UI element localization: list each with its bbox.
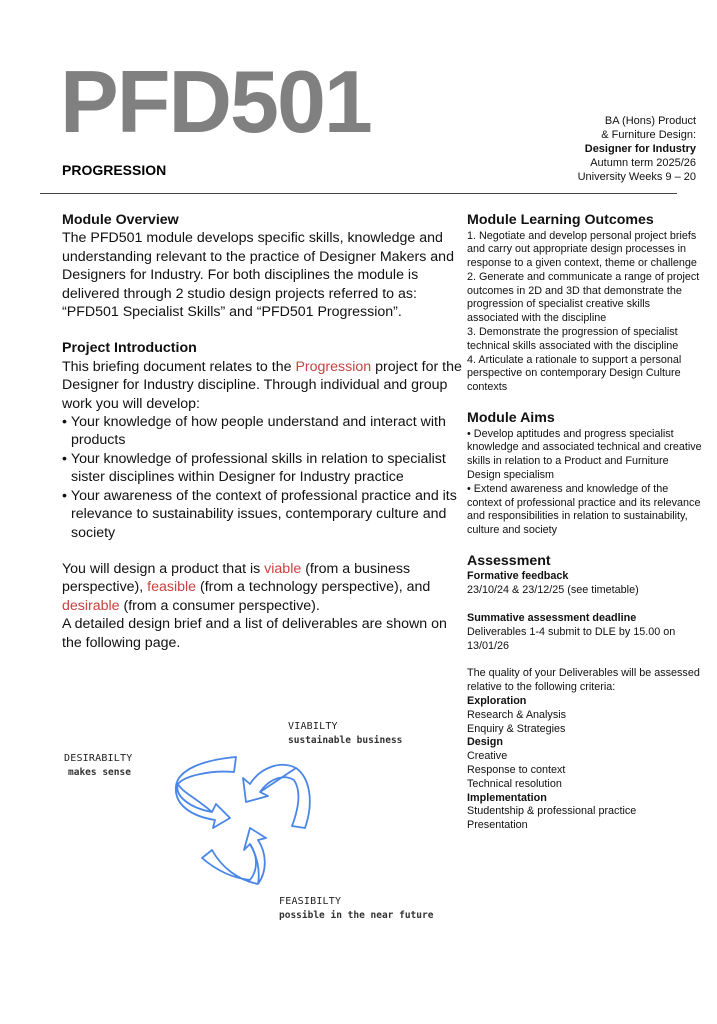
cycle-arrows-diagram <box>160 740 320 900</box>
course-info-line: BA (Hons) Product <box>604 115 696 127</box>
formative-label: Formative feedback <box>467 570 569 583</box>
viable-highlight: viable <box>264 560 302 577</box>
feasible-highlight: feasible <box>147 579 197 596</box>
viability-arrow-icon <box>243 765 310 828</box>
desirability-title: DESIRABILTY <box>64 753 133 764</box>
criteria-item: Technical resolution <box>467 777 562 790</box>
design-text: You will design a product that is <box>62 560 265 577</box>
introduction-body <box>62 358 462 413</box>
assessment-heading: Assessment <box>467 552 551 569</box>
progression-highlight: Progression <box>295 358 372 375</box>
course-discipline: Designer for Industry <box>584 143 696 155</box>
aim-item: • Extend awareness and knowledge of the context of professional practice and its relevance and responsibilities in relation to sustainability, culture and society <box>467 482 701 537</box>
viability-title: VIABILTY <box>288 721 338 732</box>
course-info-line: & Furniture Design: <box>601 129 696 141</box>
criteria-item: Presentation <box>467 819 528 832</box>
design-text: (from a consumer perspective). <box>119 597 320 614</box>
followup-text: A detailed design brief and a list of deliverables are shown on the following page. <box>62 616 447 651</box>
learning-outcome-item: 3. Demonstrate the progression of specialist technical skills associated with the discipline <box>467 326 679 352</box>
header-divider <box>40 193 677 194</box>
learning-outcome-item: 1. Negotiate and develop personal project briefs and carry out appropriate design processes in response to a given context, theme or challenge <box>467 229 697 270</box>
criteria-group: Implementation <box>467 791 547 804</box>
overview-heading: Module Overview <box>62 212 179 228</box>
learning-outcomes-heading: Module Learning Outcomes <box>467 212 654 228</box>
criteria-item: Response to context <box>467 764 566 776</box>
development-list <box>62 413 462 542</box>
learning-outcome-item: 4. Articulate a rationale to support a personal perspective on contemporary Design Culture contexts <box>467 353 682 394</box>
viability-sub: sustainable business <box>288 735 403 746</box>
module-code-title: PFD501 <box>60 52 371 151</box>
criteria-item: Research & Analysis <box>467 708 567 721</box>
aim-item: • Develop aptitudes and progress specialist knowledge and associated technical and creative skills in relation to a Product and Furniture Design specialism <box>467 427 702 481</box>
formative-value: 23/10/24 & 23/12/25 (see timetable) <box>467 584 639 597</box>
desirable-highlight: desirable <box>62 597 120 614</box>
feasibility-title: FEASIBILTY <box>279 896 342 907</box>
course-weeks: University Weeks 9 – 20 <box>577 171 696 183</box>
feasibility-sub: possible in the near future <box>279 910 434 921</box>
criteria-item: Enquiry & Strategies <box>467 722 566 735</box>
design-statement <box>62 560 462 615</box>
intro-text: This briefing document relates to the <box>62 358 296 375</box>
list-item: • Your awareness of the context of professional practice and its relevance to sustainability issues, contemporary culture and society <box>62 487 462 542</box>
design-text: (from a business perspective), <box>62 560 411 596</box>
criteria-item: Studentship & professional practice <box>467 805 637 818</box>
desirability-sub: makes sense <box>68 767 131 778</box>
course-term: Autumn term 2025/26 <box>590 157 696 169</box>
summative-value: Deliverables 1-4 submit to DLE by 15.00 on 13/01/26 <box>467 625 676 652</box>
aims-heading: Module Aims <box>467 410 555 427</box>
list-item: • Your knowledge of professional skills in relation to specialist sister disciplines within Designer for Industry practice <box>62 450 462 487</box>
criteria-item: Creative <box>467 750 508 763</box>
summative-label: Summative assessment deadline <box>467 612 637 625</box>
intro-text: project for the Designer for Industry discipline. Through individual and group work you will develop: <box>62 358 462 412</box>
design-text: (from a technology perspective), and <box>196 579 431 596</box>
desirability-label <box>64 752 132 780</box>
left-column <box>62 211 462 652</box>
criteria-group: Exploration <box>467 695 527 708</box>
introduction-heading: Project Introduction <box>62 340 197 357</box>
learning-outcome-item: 2. Generate and communicate a range of project outcomes in 2D and 3D that demonstrate the progression of specialist creative skills associated with the discipline <box>467 270 700 325</box>
overview-body: The PFD501 module develops specific skills, knowledge and understanding relevant to the practice of Designer Makers and Designers for Industry. For both disciplines the module is delivered through 2 studio design projects referred to as: “PFD501 Specialist Skills” and “PFD501 Progression”. <box>62 230 454 321</box>
course-info <box>578 114 696 184</box>
right-column <box>467 211 702 833</box>
criteria-group: Design <box>467 736 503 749</box>
project-subtitle: PROGRESSION <box>62 162 167 178</box>
criteria-intro: The quality of your Deliverables will be assessed relative to the following criteria: <box>467 667 700 694</box>
list-item: • Your knowledge of how people understand and interact with products <box>62 413 462 450</box>
